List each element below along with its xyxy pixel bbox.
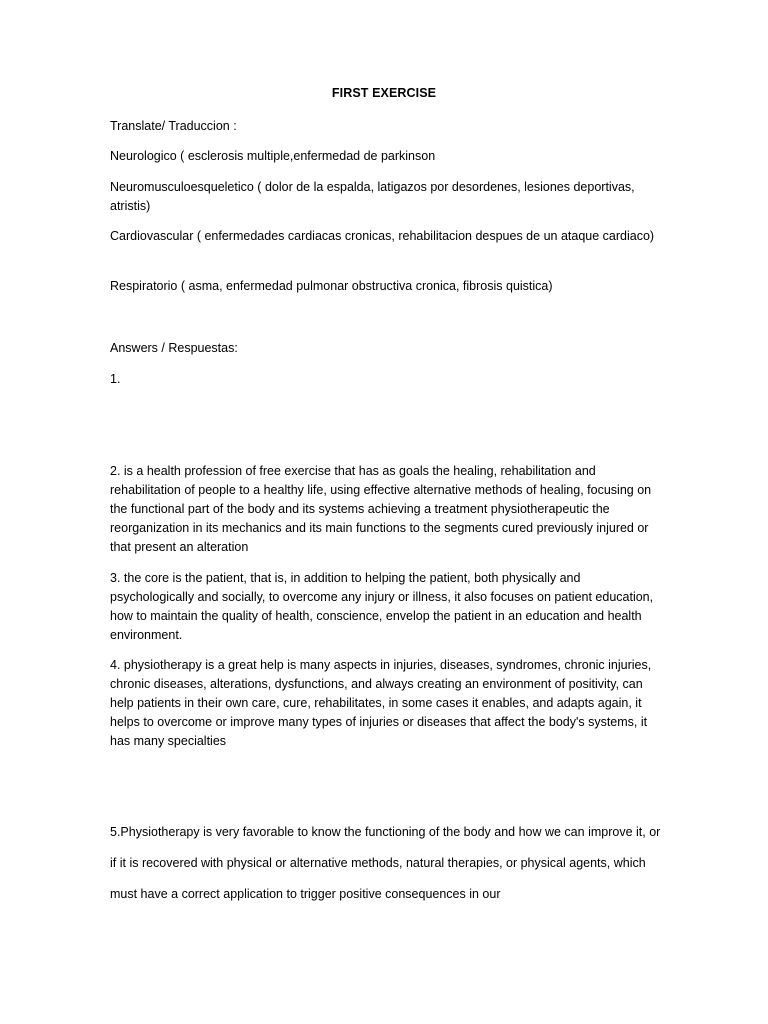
answer-3: 3. the core is the patient, that is, in addition to helping the patient, both physically and psychologically and socially, to overcome any injury or illness, it also focuses on patient education, how to maintain the quality of health, conscience, envelop the patient in an education and health environment. [110, 571, 654, 642]
answer-5: 5.Physiotherapy is very favorable to know the functioning of the body and how we can improve it, or if it is recovered with physical or alternative methods, natural therapies, or physical agents, which must have a correct application to trigger positive consequences in our [110, 825, 661, 901]
page-title: FIRST EXERCISE [331, 86, 437, 100]
answer-2: 2. is a health profession of free exercise that has as goals the healing, rehabilitation and rehabilitation of people to a healthy life, using effective alternative methods of healing, focusing on the functional part of the body and its systems achieving a treatment physiotherapeutic the reorganization in its mechanics and its main functions to the segments cured previously injured or that present an alteration [110, 464, 652, 554]
topic-neuromusculoesqueletico: Neuromusculoesqueletico ( dolor de la espalda, latigazos por desordenes, lesiones deportivas, atristis) [110, 180, 635, 213]
answer-4: 4. physiotherapy is a great help is many aspects in injuries, diseases, syndromes, chronic injuries, chronic diseases, alterations, dysfunctions, and always creating an environment of positivity, can help patients in their own care, cure, rehabilitates, in some cases it enables, and adapts again, it helps to overcome or improve many types of injuries or diseases that affect the body's systems, it has many specialties [110, 658, 652, 748]
topic-respiratorio: Respiratorio ( asma, enfermedad pulmonar obstructiva cronica, fibrosis quistica) [110, 279, 553, 293]
answer-1: 1. [110, 372, 121, 386]
topic-cardiovascular: Cardiovascular ( enfermedades cardiacas cronicas, rehabilitacion despues de un ataque cardiaco) [110, 229, 655, 243]
answers-label: Answers / Respuestas: [110, 341, 238, 355]
topic-neurologico: Neurologico ( esclerosis multiple,enfermedad de parkinson [110, 149, 436, 163]
translate-label: Translate/ Traduccion : [110, 119, 237, 133]
